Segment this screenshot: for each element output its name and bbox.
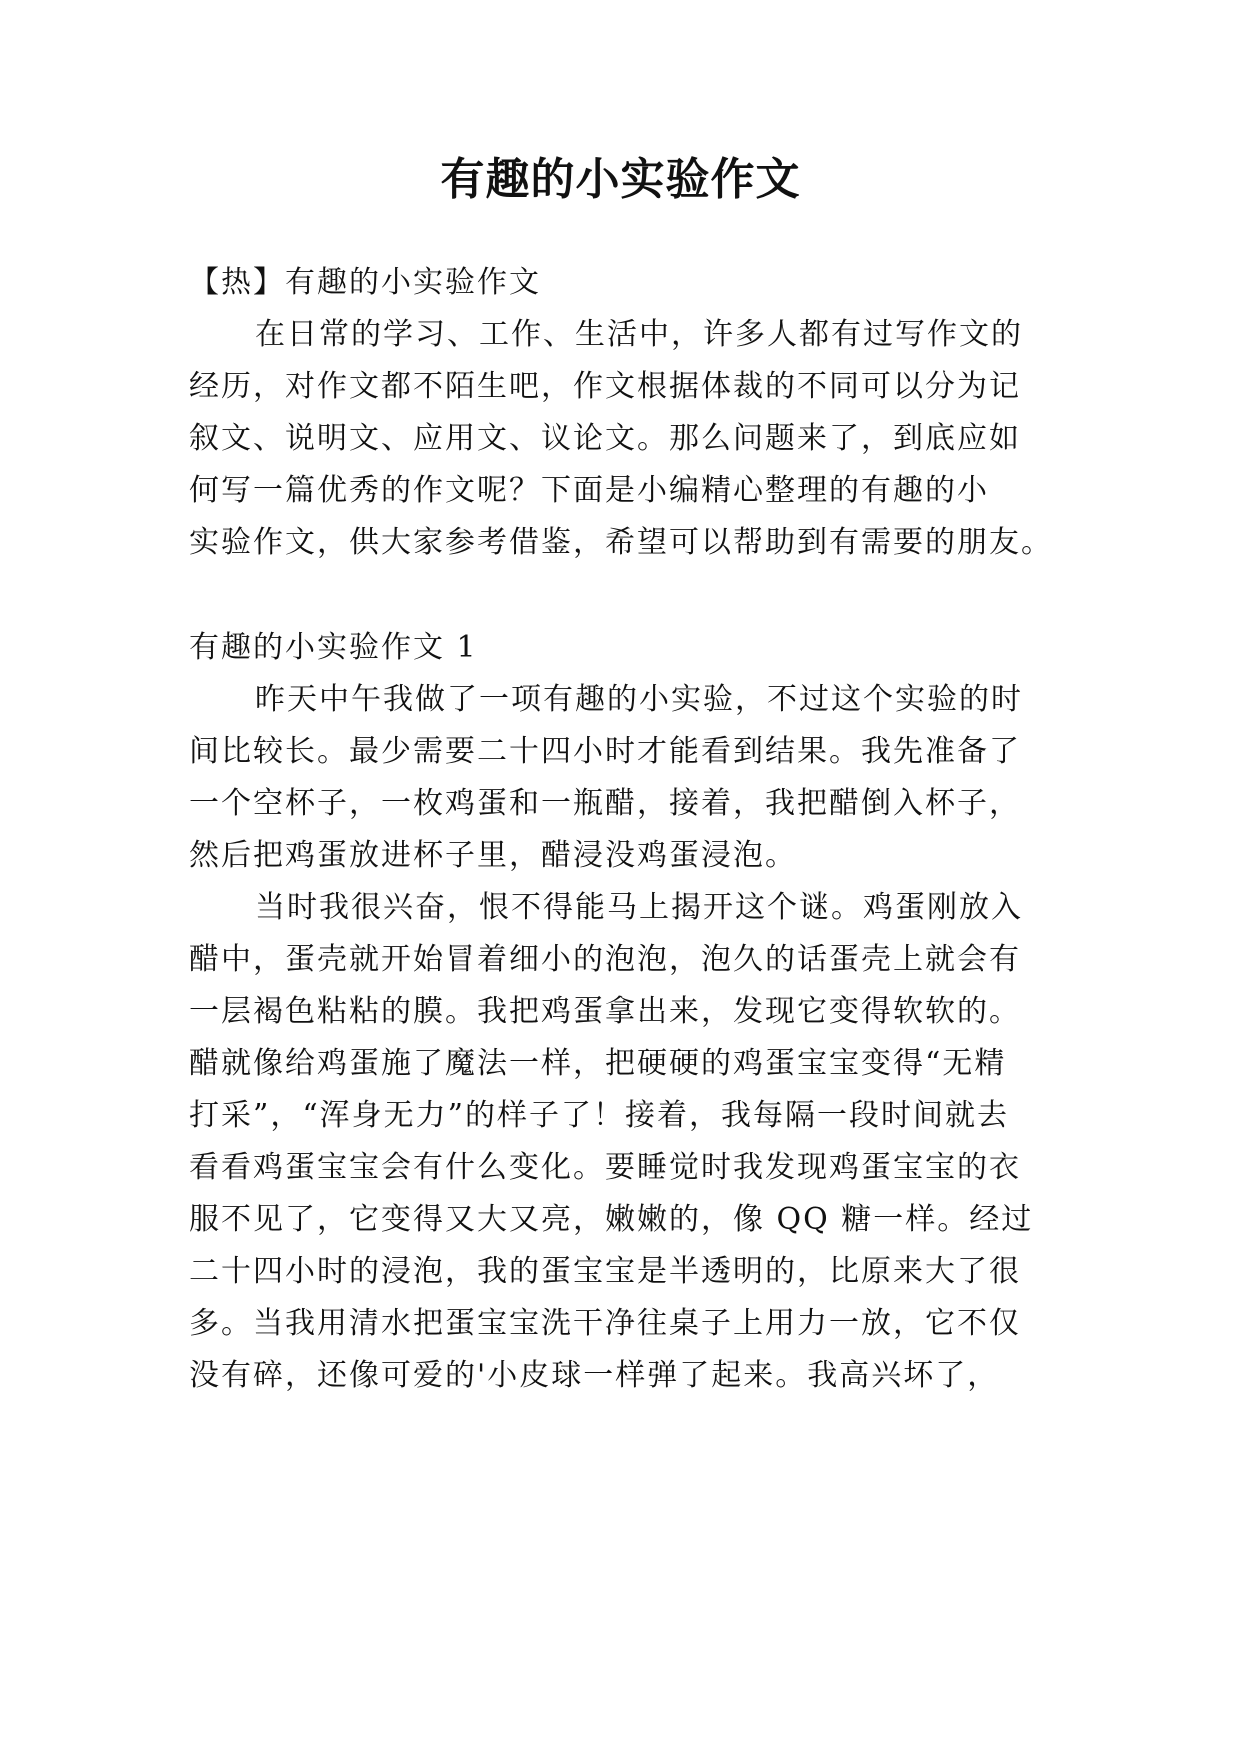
paragraph-line: 醋就像给鸡蛋施了魔法一样，把硬硬的鸡蛋宝宝变得“无精 (189, 1046, 1007, 1081)
paragraph-line: 多。当我用清水把蛋宝宝洗干净往桌子上用力一放，它不仅 (189, 1306, 1021, 1341)
paragraph-line: 服不见了，它变得又大又亮，嫩嫩的，像 QQ 糖一样。经过 (189, 1202, 1034, 1237)
intro-line: 经历，对作文都不陌生吧，作文根据体裁的不同可以分为记 (189, 369, 1021, 404)
section-title: 有趣的小实验作文 1 (189, 630, 478, 665)
intro-line: 何写一篇优秀的作文呢？下面是小编精心整理的有趣的小 (189, 473, 989, 508)
intro-line: 叙文、说明文、应用文、议论文。那么问题来了，到底应如 (189, 421, 1021, 456)
paragraph-line: 一个空杯子，一枚鸡蛋和一瓶醋，接着，我把醋倒入杯子， (189, 786, 1021, 821)
paragraph-line: 一层褐色粘粘的膜。我把鸡蛋拿出来，发现它变得软软的。 (189, 994, 1021, 1029)
paragraph-line: 然后把鸡蛋放进杯子里，醋浸没鸡蛋浸泡。 (189, 838, 797, 873)
intro-line: 实验作文，供大家参考借鉴，希望可以帮助到有需要的朋友。 (189, 525, 1053, 560)
intro-line: 在日常的学习、工作、生活中，许多人都有过写作文的 (255, 317, 1023, 352)
paragraph-line: 没有碎，还像可爱的'小皮球一样弹了起来。我高兴坏了， (189, 1358, 1000, 1393)
paragraph-line: 看看鸡蛋宝宝会有什么变化。要睡觉时我发现鸡蛋宝宝的衣 (189, 1150, 1021, 1185)
paragraph-line: 间比较长。最少需要二十四小时才能看到结果。我先准备了 (189, 734, 1021, 769)
document-subtitle: 【热】有趣的小实验作文 (189, 265, 541, 300)
paragraph-line: 二十四小时的浸泡，我的蛋宝宝是半透明的，比原来大了很 (189, 1254, 1021, 1289)
document-title: 有趣的小实验作文 (440, 154, 801, 205)
paragraph-line: 当时我很兴奋，恨不得能马上揭开这个谜。鸡蛋刚放入 (255, 890, 1023, 925)
paragraph-line: 昨天中午我做了一项有趣的小实验，不过这个实验的时 (255, 682, 1023, 717)
paragraph-line: 打采”，“浑身无力”的样子了！接着，我每隔一段时间就去 (189, 1098, 1010, 1133)
paragraph-line: 醋中，蛋壳就开始冒着细小的泡泡，泡久的话蛋壳上就会有 (189, 942, 1021, 977)
